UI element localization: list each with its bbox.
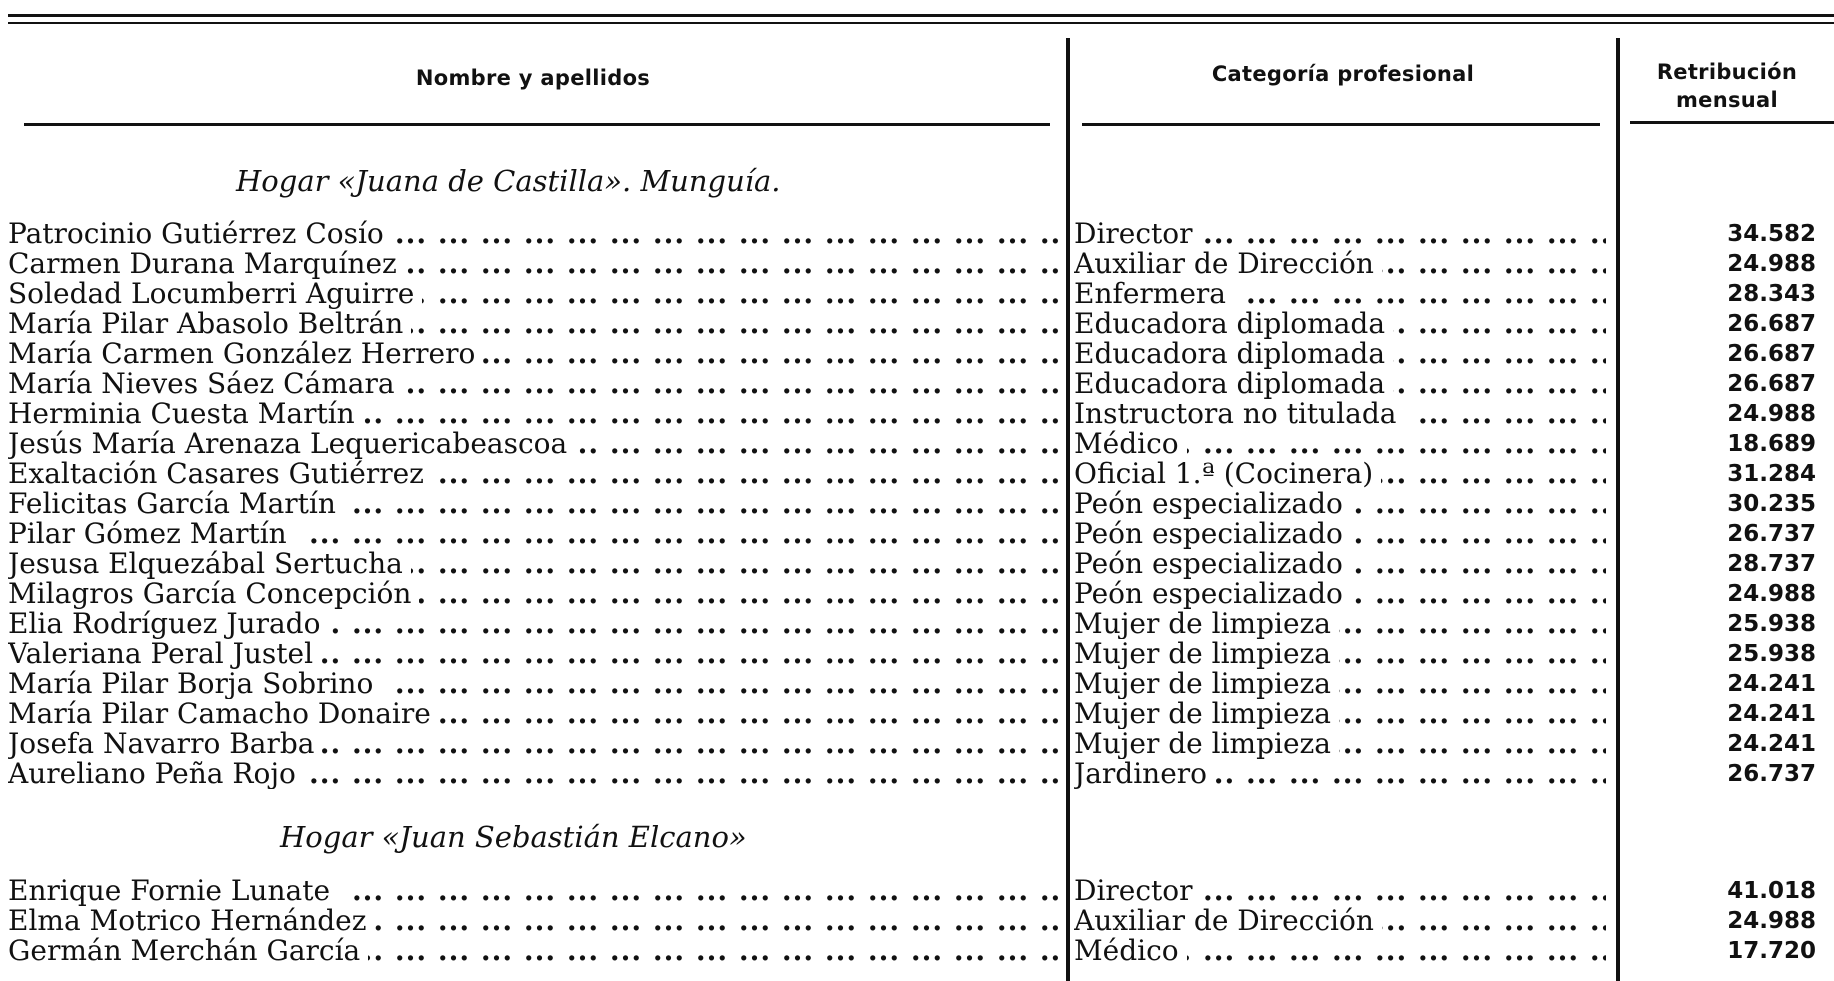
employee-name-text: Enrique Fornie Lunate bbox=[8, 876, 338, 906]
table-row bbox=[0, 639, 1834, 669]
employee-name-text: Josefa Navarro Barba bbox=[8, 729, 322, 759]
employee-name-text: Germán Merchán García bbox=[8, 936, 368, 966]
employee-category bbox=[1074, 249, 1606, 279]
employee-category bbox=[1074, 519, 1606, 549]
employee-salary: 25.938 bbox=[1727, 611, 1816, 637]
employee-salary: 41.018 bbox=[1727, 878, 1816, 904]
table-row bbox=[0, 669, 1834, 699]
employee-category-text: Educadora diplomada bbox=[1074, 309, 1393, 339]
employee-category bbox=[1074, 459, 1606, 489]
employee-category-text: Enfermera bbox=[1074, 279, 1234, 309]
employee-category-text: Director bbox=[1074, 876, 1201, 906]
employee-name-text: Felicitas García Martín bbox=[8, 489, 344, 519]
employee-name bbox=[8, 699, 1058, 729]
employee-category bbox=[1074, 876, 1606, 906]
employee-category-text: Director bbox=[1074, 219, 1201, 249]
table-row bbox=[0, 249, 1834, 279]
employee-salary: 24.241 bbox=[1727, 701, 1816, 727]
table-row bbox=[0, 279, 1834, 309]
employee-name bbox=[8, 639, 1058, 669]
employee-name bbox=[8, 876, 1058, 906]
table-row bbox=[0, 219, 1834, 249]
employee-salary: 18.689 bbox=[1727, 431, 1816, 457]
table-row bbox=[0, 429, 1834, 459]
employee-category bbox=[1074, 579, 1606, 609]
section-title: Hogar «Juan Sebastián Elcano» bbox=[280, 820, 747, 854]
header-salary bbox=[1620, 58, 1834, 114]
table-row bbox=[0, 759, 1834, 789]
employee-category bbox=[1074, 279, 1606, 309]
employee-name bbox=[8, 579, 1058, 609]
employee-category-text: Mujer de limpieza bbox=[1074, 639, 1339, 669]
employee-category bbox=[1074, 339, 1606, 369]
employee-name-text: Carmen Durana Marquínez bbox=[8, 249, 405, 279]
employee-category-text: Mujer de limpieza bbox=[1074, 699, 1339, 729]
employee-category bbox=[1074, 549, 1606, 579]
employee-category-text: Jardinero bbox=[1074, 759, 1215, 789]
employee-name-text: Elia Rodríguez Jurado bbox=[8, 609, 328, 639]
employee-category-text: Oficial 1.ª (Cocinera) bbox=[1074, 459, 1381, 489]
employee-name-text: María Pilar Abasolo Beltrán bbox=[8, 309, 411, 339]
employee-category-text: Educadora diplomada bbox=[1074, 339, 1393, 369]
employee-name-text: Aureliano Peña Rojo bbox=[8, 759, 304, 789]
employee-category-text: Médico bbox=[1074, 429, 1187, 459]
employee-category bbox=[1074, 369, 1606, 399]
table-row bbox=[0, 489, 1834, 519]
employee-name-text: María Carmen González Herrero bbox=[8, 339, 483, 369]
employee-salary: 24.988 bbox=[1727, 251, 1816, 277]
employee-category bbox=[1074, 309, 1606, 339]
section-rows bbox=[0, 876, 1834, 966]
employee-name-text: María Pilar Camacho Donaire bbox=[8, 699, 439, 729]
employee-salary: 34.582 bbox=[1727, 221, 1816, 247]
employee-category bbox=[1074, 759, 1606, 789]
table-row bbox=[0, 339, 1834, 369]
employee-category-text: Auxiliar de Dirección bbox=[1074, 906, 1382, 936]
employee-name bbox=[8, 669, 1058, 699]
employee-salary: 26.687 bbox=[1727, 371, 1816, 397]
employee-salary: 17.720 bbox=[1727, 938, 1816, 964]
table-row bbox=[0, 399, 1834, 429]
employee-name bbox=[8, 339, 1058, 369]
table-row bbox=[0, 549, 1834, 579]
table-row bbox=[0, 579, 1834, 609]
employee-category bbox=[1074, 429, 1606, 459]
employee-name bbox=[8, 489, 1058, 519]
employee-salary: 26.687 bbox=[1727, 311, 1816, 337]
table-row bbox=[0, 729, 1834, 759]
table-row bbox=[0, 609, 1834, 639]
employee-name bbox=[8, 759, 1058, 789]
table-row bbox=[0, 369, 1834, 399]
employee-category-text: Peón especializado bbox=[1074, 519, 1351, 549]
employee-salary: 26.737 bbox=[1727, 761, 1816, 787]
employee-name bbox=[8, 549, 1058, 579]
employee-name-text: María Nieves Sáez Cámara bbox=[8, 369, 403, 399]
employee-category bbox=[1074, 669, 1606, 699]
header-salary-line2: mensual bbox=[1676, 88, 1778, 112]
header-rule bbox=[1082, 123, 1600, 126]
table-row bbox=[0, 936, 1834, 966]
employee-name-text: Jesús María Arenaza Lequericabeascoa bbox=[8, 429, 575, 459]
header-salary-line1: Retribución bbox=[1656, 60, 1798, 84]
top-rule bbox=[8, 14, 1834, 17]
section-rows bbox=[0, 219, 1834, 789]
employee-category-text: Mujer de limpieza bbox=[1074, 669, 1339, 699]
employee-category bbox=[1074, 489, 1606, 519]
employee-name-text: Milagros García Concepción bbox=[8, 579, 419, 609]
table-row bbox=[0, 906, 1834, 936]
employee-category-text: Mujer de limpieza bbox=[1074, 609, 1339, 639]
employee-category bbox=[1074, 729, 1606, 759]
employee-name-text: Valeriana Peral Justel bbox=[8, 639, 321, 669]
employee-category-text: Peón especializado bbox=[1074, 549, 1351, 579]
employee-salary: 26.737 bbox=[1727, 521, 1816, 547]
employee-name-text: Pilar Gómez Martín bbox=[8, 519, 295, 549]
employee-name bbox=[8, 906, 1058, 936]
employee-salary: 31.284 bbox=[1727, 461, 1816, 487]
employee-salary: 24.241 bbox=[1727, 671, 1816, 697]
employee-name bbox=[8, 459, 1058, 489]
employee-category bbox=[1074, 219, 1606, 249]
employee-name bbox=[8, 369, 1058, 399]
employee-name bbox=[8, 429, 1058, 459]
employee-category bbox=[1074, 639, 1606, 669]
employee-salary: 28.737 bbox=[1727, 551, 1816, 577]
employee-category-text: Peón especializado bbox=[1074, 579, 1351, 609]
employee-name bbox=[8, 279, 1058, 309]
employee-salary: 28.343 bbox=[1727, 281, 1816, 307]
header-name: Nombre y apellidos bbox=[415, 66, 651, 90]
header-rule bbox=[1630, 121, 1834, 124]
employee-name bbox=[8, 309, 1058, 339]
employee-name bbox=[8, 936, 1058, 966]
employee-name bbox=[8, 729, 1058, 759]
employee-category bbox=[1074, 609, 1606, 639]
employee-name-text: Soledad Locumberri Aguirre bbox=[8, 279, 422, 309]
employee-name-text: Elma Motrico Hernández bbox=[8, 906, 374, 936]
employee-salary: 24.241 bbox=[1727, 731, 1816, 757]
employee-name bbox=[8, 519, 1058, 549]
employee-salary: 24.988 bbox=[1727, 401, 1816, 427]
section-title: Hogar «Juana de Castilla». Munguía. bbox=[236, 164, 781, 198]
employee-category bbox=[1074, 699, 1606, 729]
employee-salary: 26.687 bbox=[1727, 341, 1816, 367]
employee-category bbox=[1074, 399, 1606, 429]
employee-name-text: Patrocinio Gutiérrez Cosío bbox=[8, 219, 392, 249]
table-row bbox=[0, 459, 1834, 489]
employee-category-text: Educadora diplomada bbox=[1074, 369, 1393, 399]
table-row bbox=[0, 309, 1834, 339]
employee-category bbox=[1074, 936, 1606, 966]
employee-name bbox=[8, 249, 1058, 279]
employee-name bbox=[8, 609, 1058, 639]
employee-category bbox=[1074, 906, 1606, 936]
employee-salary: 25.938 bbox=[1727, 641, 1816, 667]
employee-category-text: Peón especializado bbox=[1074, 489, 1351, 519]
employee-name bbox=[8, 399, 1058, 429]
top-rule-thin bbox=[8, 22, 1834, 24]
table-row bbox=[0, 519, 1834, 549]
employee-name-text: Jesusa Elquezábal Sertucha bbox=[8, 549, 411, 579]
table-row bbox=[0, 876, 1834, 906]
employee-category-text: Médico bbox=[1074, 936, 1187, 966]
employee-name-text: María Pilar Borja Sobrino bbox=[8, 669, 381, 699]
employee-salary: 30.235 bbox=[1727, 491, 1816, 517]
employee-category-text: Mujer de limpieza bbox=[1074, 729, 1339, 759]
table-row bbox=[0, 699, 1834, 729]
header-rule bbox=[24, 123, 1050, 126]
employee-name bbox=[8, 219, 1058, 249]
employee-category-text: Auxiliar de Dirección bbox=[1074, 249, 1382, 279]
header-category: Categoría profesional bbox=[1211, 62, 1475, 86]
employee-salary: 24.988 bbox=[1727, 908, 1816, 934]
employee-salary: 24.988 bbox=[1727, 581, 1816, 607]
employee-name-text: Herminia Cuesta Martín bbox=[8, 399, 363, 429]
employee-name-text: Exaltación Casares Gutiérrez bbox=[8, 459, 432, 489]
employee-category-text: Instructora no titulada bbox=[1074, 399, 1404, 429]
